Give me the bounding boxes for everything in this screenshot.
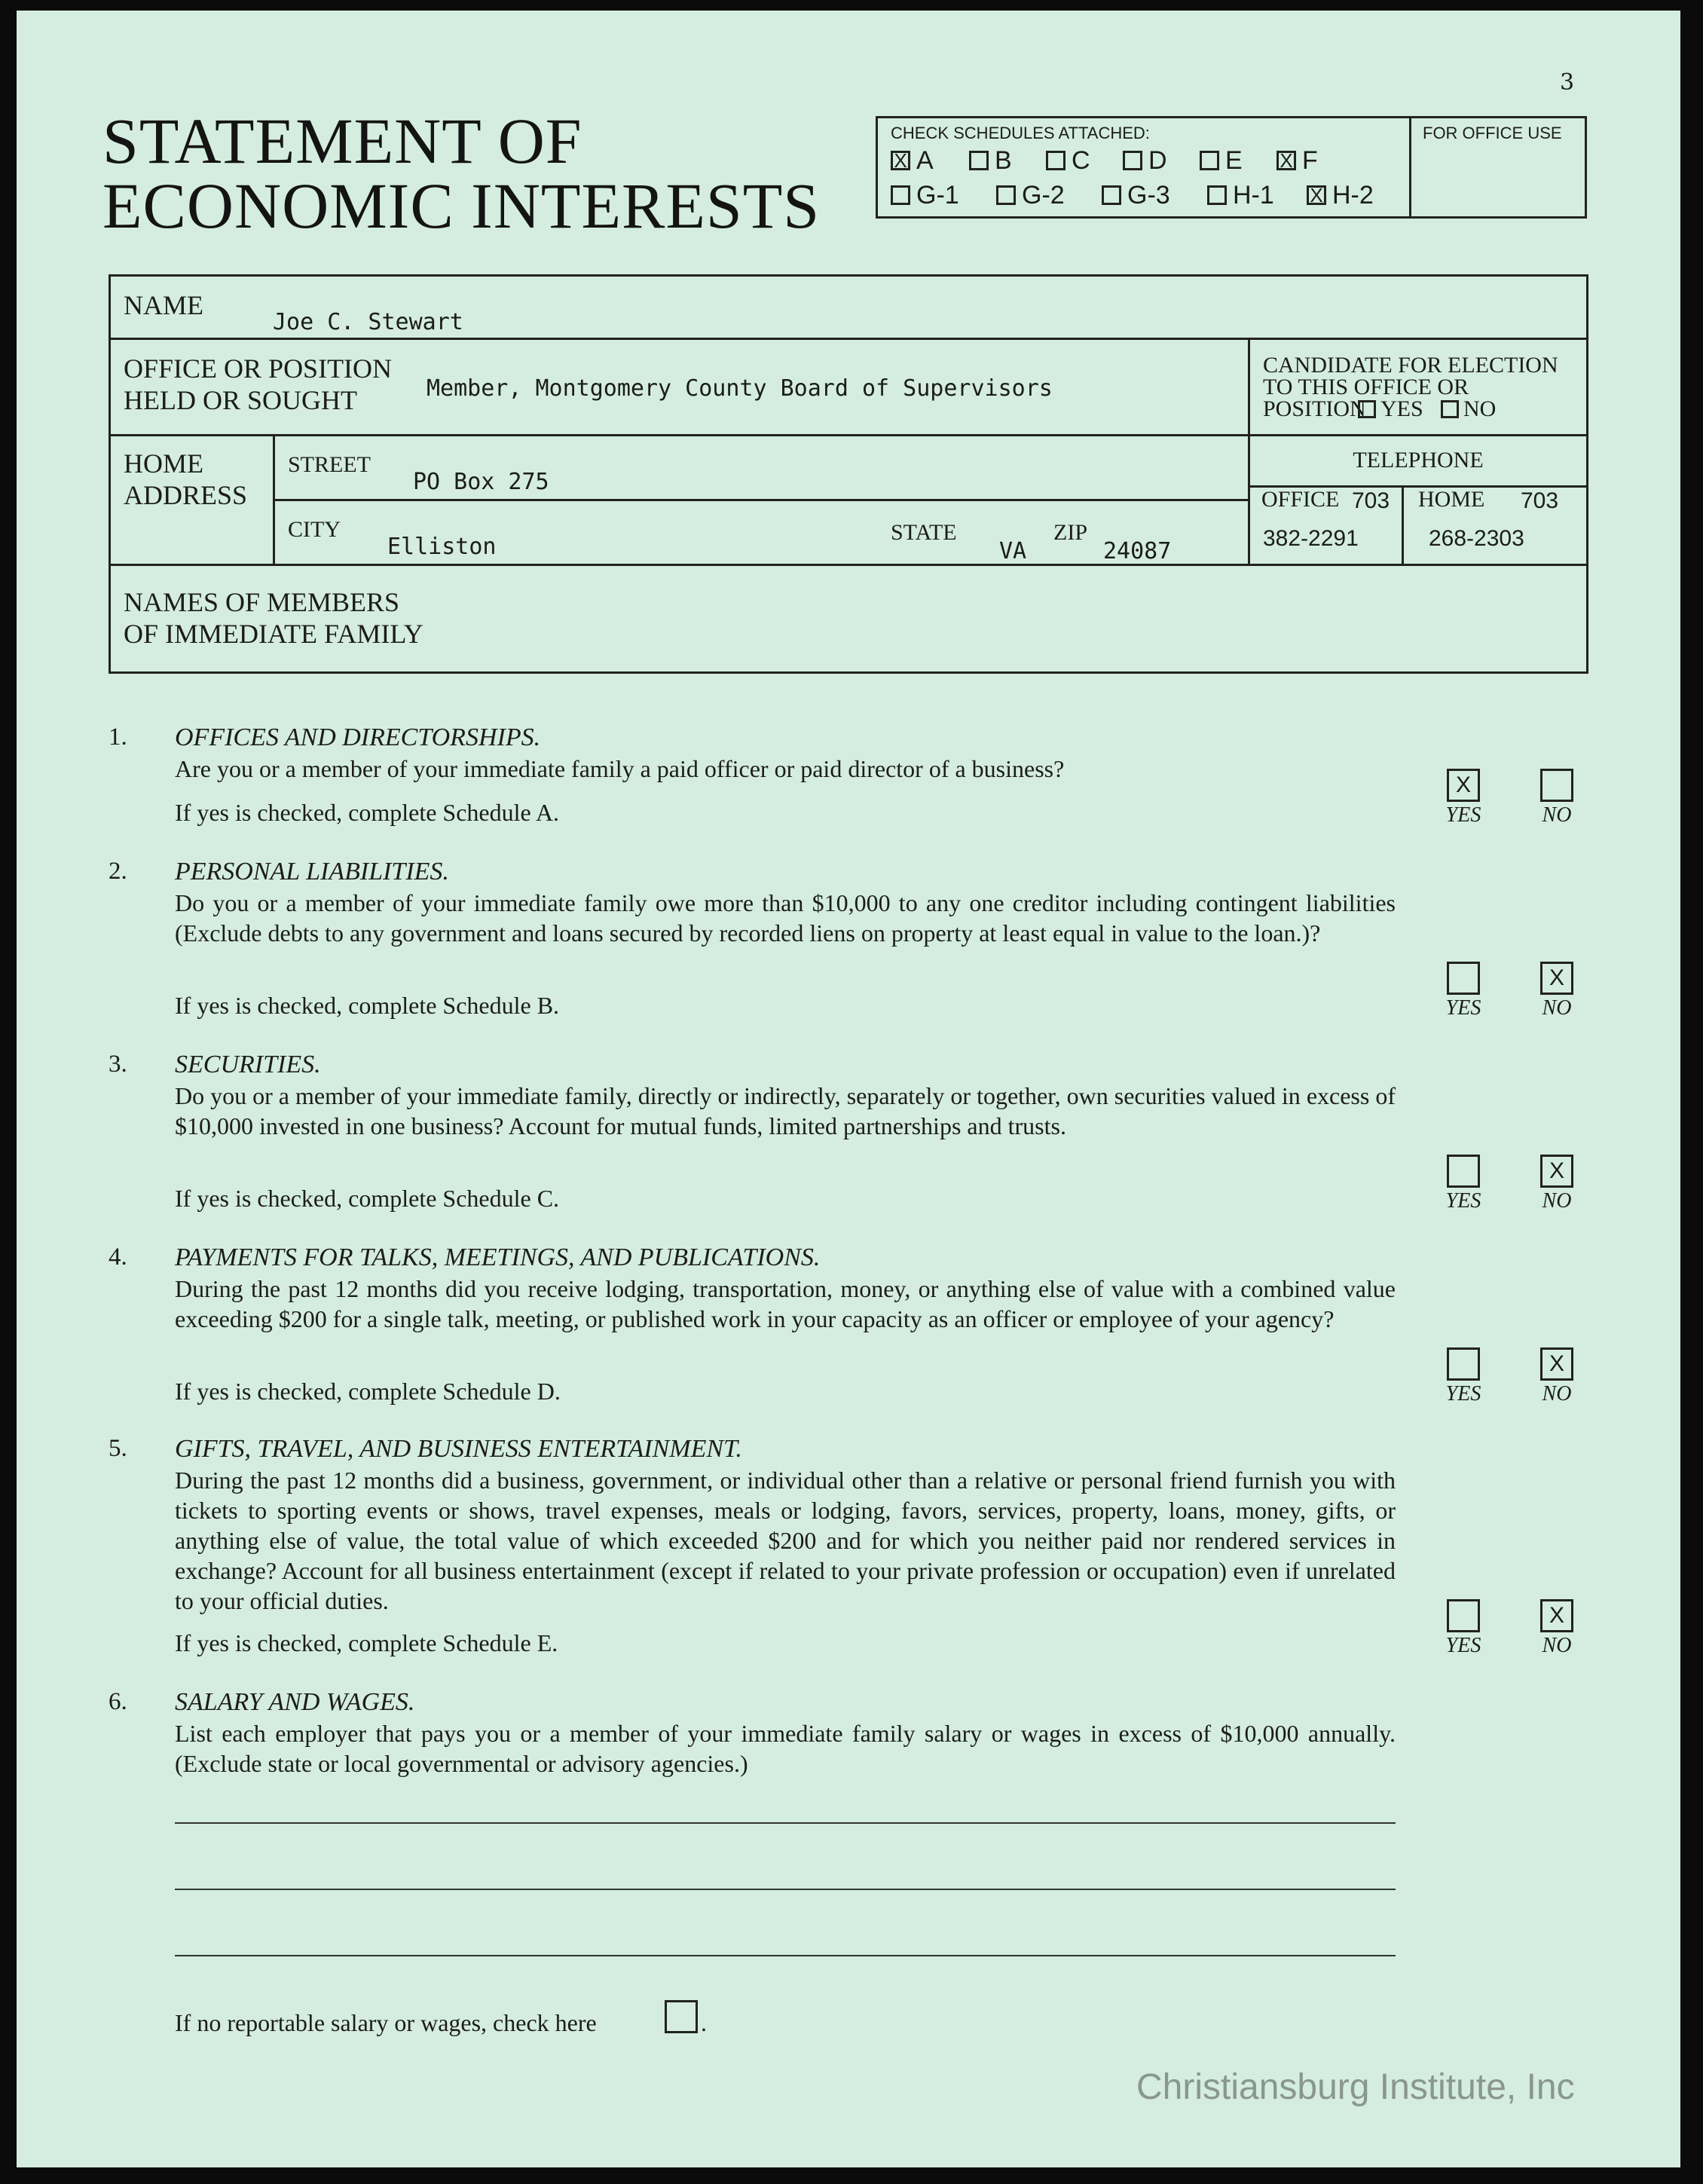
question-4-yes-checkbox[interactable] (1447, 1347, 1480, 1381)
question-4-no-checkbox[interactable]: X (1540, 1347, 1573, 1381)
schedule-g1-checkbox[interactable] (891, 185, 910, 205)
schedule-c-checkbox[interactable] (1046, 151, 1066, 170)
question-3-footer: If yes is checked, complete Schedule C. (175, 1185, 560, 1212)
question-3-yes-label: YES (1445, 1189, 1481, 1213)
street-field[interactable]: PO Box 275 (413, 469, 549, 495)
question-2-yes-label: YES (1445, 996, 1481, 1020)
home-phone-field[interactable]: 268-2303 (1429, 526, 1524, 551)
name-label: NAME (124, 290, 203, 320)
question-3-title: SECURITIES. (175, 1051, 321, 1078)
question-5-number: 5. (109, 1435, 127, 1462)
question-5-no-checkbox[interactable]: X (1540, 1599, 1573, 1632)
question-4-yes-label: YES (1445, 1382, 1481, 1406)
question-5-yes-label: YES (1445, 1634, 1481, 1657)
candidate-yes-label: YES (1380, 396, 1423, 421)
zip-field[interactable]: 24087 (1103, 538, 1172, 564)
form-title-line-1: STATEMENT OF (102, 105, 582, 177)
schedule-g2-label: G-2 (1022, 181, 1065, 210)
question-1-title: OFFICES AND DIRECTORSHIPS. (175, 723, 541, 751)
office-phone-label: OFFICE (1261, 487, 1340, 512)
schedule-g3-label: G-3 (1127, 181, 1170, 210)
office-area-code[interactable]: 703 (1352, 488, 1390, 513)
schedule-a-checkbox[interactable]: X (891, 151, 910, 170)
home-address-label-2: ADDRESS (124, 480, 248, 510)
question-1-number: 1. (109, 723, 127, 751)
form-page (17, 11, 1680, 2167)
page-number: 3 (1560, 69, 1575, 96)
question-3-yes-checkbox[interactable] (1447, 1155, 1480, 1188)
employer-line-3[interactable] (175, 1955, 1396, 1956)
schedule-b-checkbox[interactable] (969, 151, 989, 170)
employer-line-1[interactable] (175, 1822, 1396, 1824)
office-label-line-2: HELD OR SOUGHT (124, 385, 357, 415)
schedule-h2-checkbox[interactable]: X (1307, 185, 1326, 205)
schedule-a-label: A (916, 146, 934, 175)
watermark-text: Christiansburg Institute, Inc (1136, 2067, 1575, 2107)
question-2-text: Do you or a member of your immediate family owe more than $10,000 to any one creditor including contingent liabilities (Exclude debts to any government and loans secured by recorded liens on property at least equal in value to the loan.)? (175, 889, 1396, 947)
question-4-text: During the past 12 months did you receive lodging, transportation, money, or anything else of value with a combined value exceeding $200 for a single talk, meeting, or published work in your capacity as an officer or employee of your agency? (175, 1275, 1396, 1332)
state-label: STATE (891, 520, 957, 545)
question-4-title: PAYMENTS FOR TALKS, MEETINGS, AND PUBLICATIONS. (175, 1243, 821, 1271)
home-phone-label: HOME (1418, 487, 1485, 512)
question-5-footer: If yes is checked, complete Schedule E. (175, 1629, 558, 1656)
question-1-footer: If yes is checked, complete Schedule A. (175, 799, 560, 826)
zip-label: ZIP (1053, 520, 1087, 545)
schedule-g2-checkbox[interactable] (996, 185, 1016, 205)
question-3-number: 3. (109, 1051, 127, 1078)
question-3-no-label: NO (1542, 1189, 1572, 1213)
office-position-field[interactable]: Member, Montgomery County Board of Supervisors (427, 375, 1053, 402)
office-use-label: FOR OFFICE USE (1423, 124, 1562, 142)
schedule-f-checkbox[interactable]: X (1276, 151, 1296, 170)
question-6-number: 6. (109, 1688, 127, 1715)
schedule-h1-label: H-1 (1233, 181, 1274, 210)
family-label-1: NAMES OF MEMBERS (124, 587, 400, 617)
telephone-label: TELEPHONE (1353, 448, 1484, 473)
question-5-no-label: NO (1542, 1634, 1572, 1657)
home-address-label-1: HOME (124, 448, 203, 479)
question-2-title: PERSONAL LIABILITIES. (175, 858, 449, 886)
question-1-text: Are you or a member of your immediate family a paid officer or paid director of a business? (175, 755, 1065, 782)
schedule-e-checkbox[interactable] (1200, 151, 1219, 170)
question-5-yes-checkbox[interactable] (1447, 1599, 1480, 1632)
question-1-no-checkbox[interactable] (1540, 769, 1573, 802)
question-1-no-label: NO (1542, 803, 1572, 827)
schedule-d-label: D (1148, 146, 1167, 175)
question-5-text: During the past 12 months did a business, government, or individual other than a relative or personal friend furnish you with tickets to sporting events or shows, travel expenses, meals or lodging, favors, services, property, loans, money, gifts, or anything else of value, the total value of which exceeded $200 and for which you neither paid nor rendered services in exchange? Account for all business entertainment (except if related to your private profession or occupation) even if unrelated to your official duties. (175, 1467, 1396, 1614)
schedule-h1-checkbox[interactable] (1207, 185, 1227, 205)
state-field[interactable]: VA (999, 538, 1027, 564)
schedule-e-label: E (1225, 146, 1243, 175)
form-title-line-2: ECONOMIC INTERESTS (102, 170, 821, 242)
schedule-c-label: C (1072, 146, 1090, 175)
question-2-number: 2. (109, 858, 127, 885)
candidate-line-2: TO THIS OFFICE OR (1263, 375, 1469, 399)
schedule-f-label: F (1302, 146, 1318, 175)
schedule-b-label: B (995, 146, 1012, 175)
question-1-yes-checkbox[interactable]: X (1447, 769, 1480, 802)
question-2-yes-checkbox[interactable] (1447, 962, 1480, 995)
question-3-no-checkbox[interactable]: X (1540, 1155, 1573, 1188)
schedule-d-checkbox[interactable] (1123, 151, 1142, 170)
candidate-no-checkbox[interactable] (1441, 400, 1459, 418)
no-salary-text: If no reportable salary or wages, check here (175, 2009, 597, 2036)
candidate-line-3: POSITION (1263, 396, 1366, 421)
question-4-footer: If yes is checked, complete Schedule D. (175, 1378, 561, 1405)
no-salary-period: . (701, 2009, 707, 2036)
question-4-no-label: NO (1542, 1382, 1572, 1406)
candidate-no-label: NO (1463, 396, 1497, 421)
question-3-text: Do you or a member of your immediate family, directly or indirectly, separately or together, own securities valued in excess of $10,000 invested in one business? Account for mutual funds, limited partnerships and trusts. (175, 1082, 1396, 1139)
question-6-text: List each employer that pays you or a member of your immediate family salary or wages in excess of $10,000 annually. (Exclude state or local governmental or advisory agencies.) (175, 1720, 1396, 1777)
question-2-no-label: NO (1542, 996, 1572, 1020)
candidate-yes-checkbox[interactable] (1358, 400, 1376, 418)
question-6-title: SALARY AND WAGES. (175, 1688, 415, 1716)
city-label: CITY (288, 517, 341, 542)
schedule-g1-label: G-1 (916, 181, 959, 210)
street-label: STREET (288, 452, 371, 477)
question-2-footer: If yes is checked, complete Schedule B. (175, 992, 560, 1019)
schedule-g3-checkbox[interactable] (1102, 185, 1121, 205)
question-1-yes-label: YES (1445, 803, 1481, 827)
name-field[interactable]: Joe C. Stewart (273, 309, 463, 335)
question-2-no-checkbox[interactable]: X (1540, 962, 1573, 995)
employer-line-2[interactable] (175, 1889, 1396, 1890)
no-salary-checkbox[interactable] (665, 2000, 698, 2033)
office-label-line-1: OFFICE OR POSITION (124, 353, 393, 384)
city-field[interactable]: Elliston (387, 534, 497, 560)
schedule-h2-label: H-2 (1332, 181, 1374, 210)
question-4-number: 4. (109, 1243, 127, 1271)
candidate-line-1: CANDIDATE FOR ELECTION (1263, 353, 1558, 378)
home-area-code[interactable]: 703 (1521, 488, 1559, 513)
office-phone-field[interactable]: 382-2291 (1263, 526, 1359, 551)
question-5-title: GIFTS, TRAVEL, AND BUSINESS ENTERTAINMENT. (175, 1435, 742, 1463)
family-label-2: OF IMMEDIATE FAMILY (124, 619, 423, 649)
schedules-heading: CHECK SCHEDULES ATTACHED: (891, 124, 1150, 142)
